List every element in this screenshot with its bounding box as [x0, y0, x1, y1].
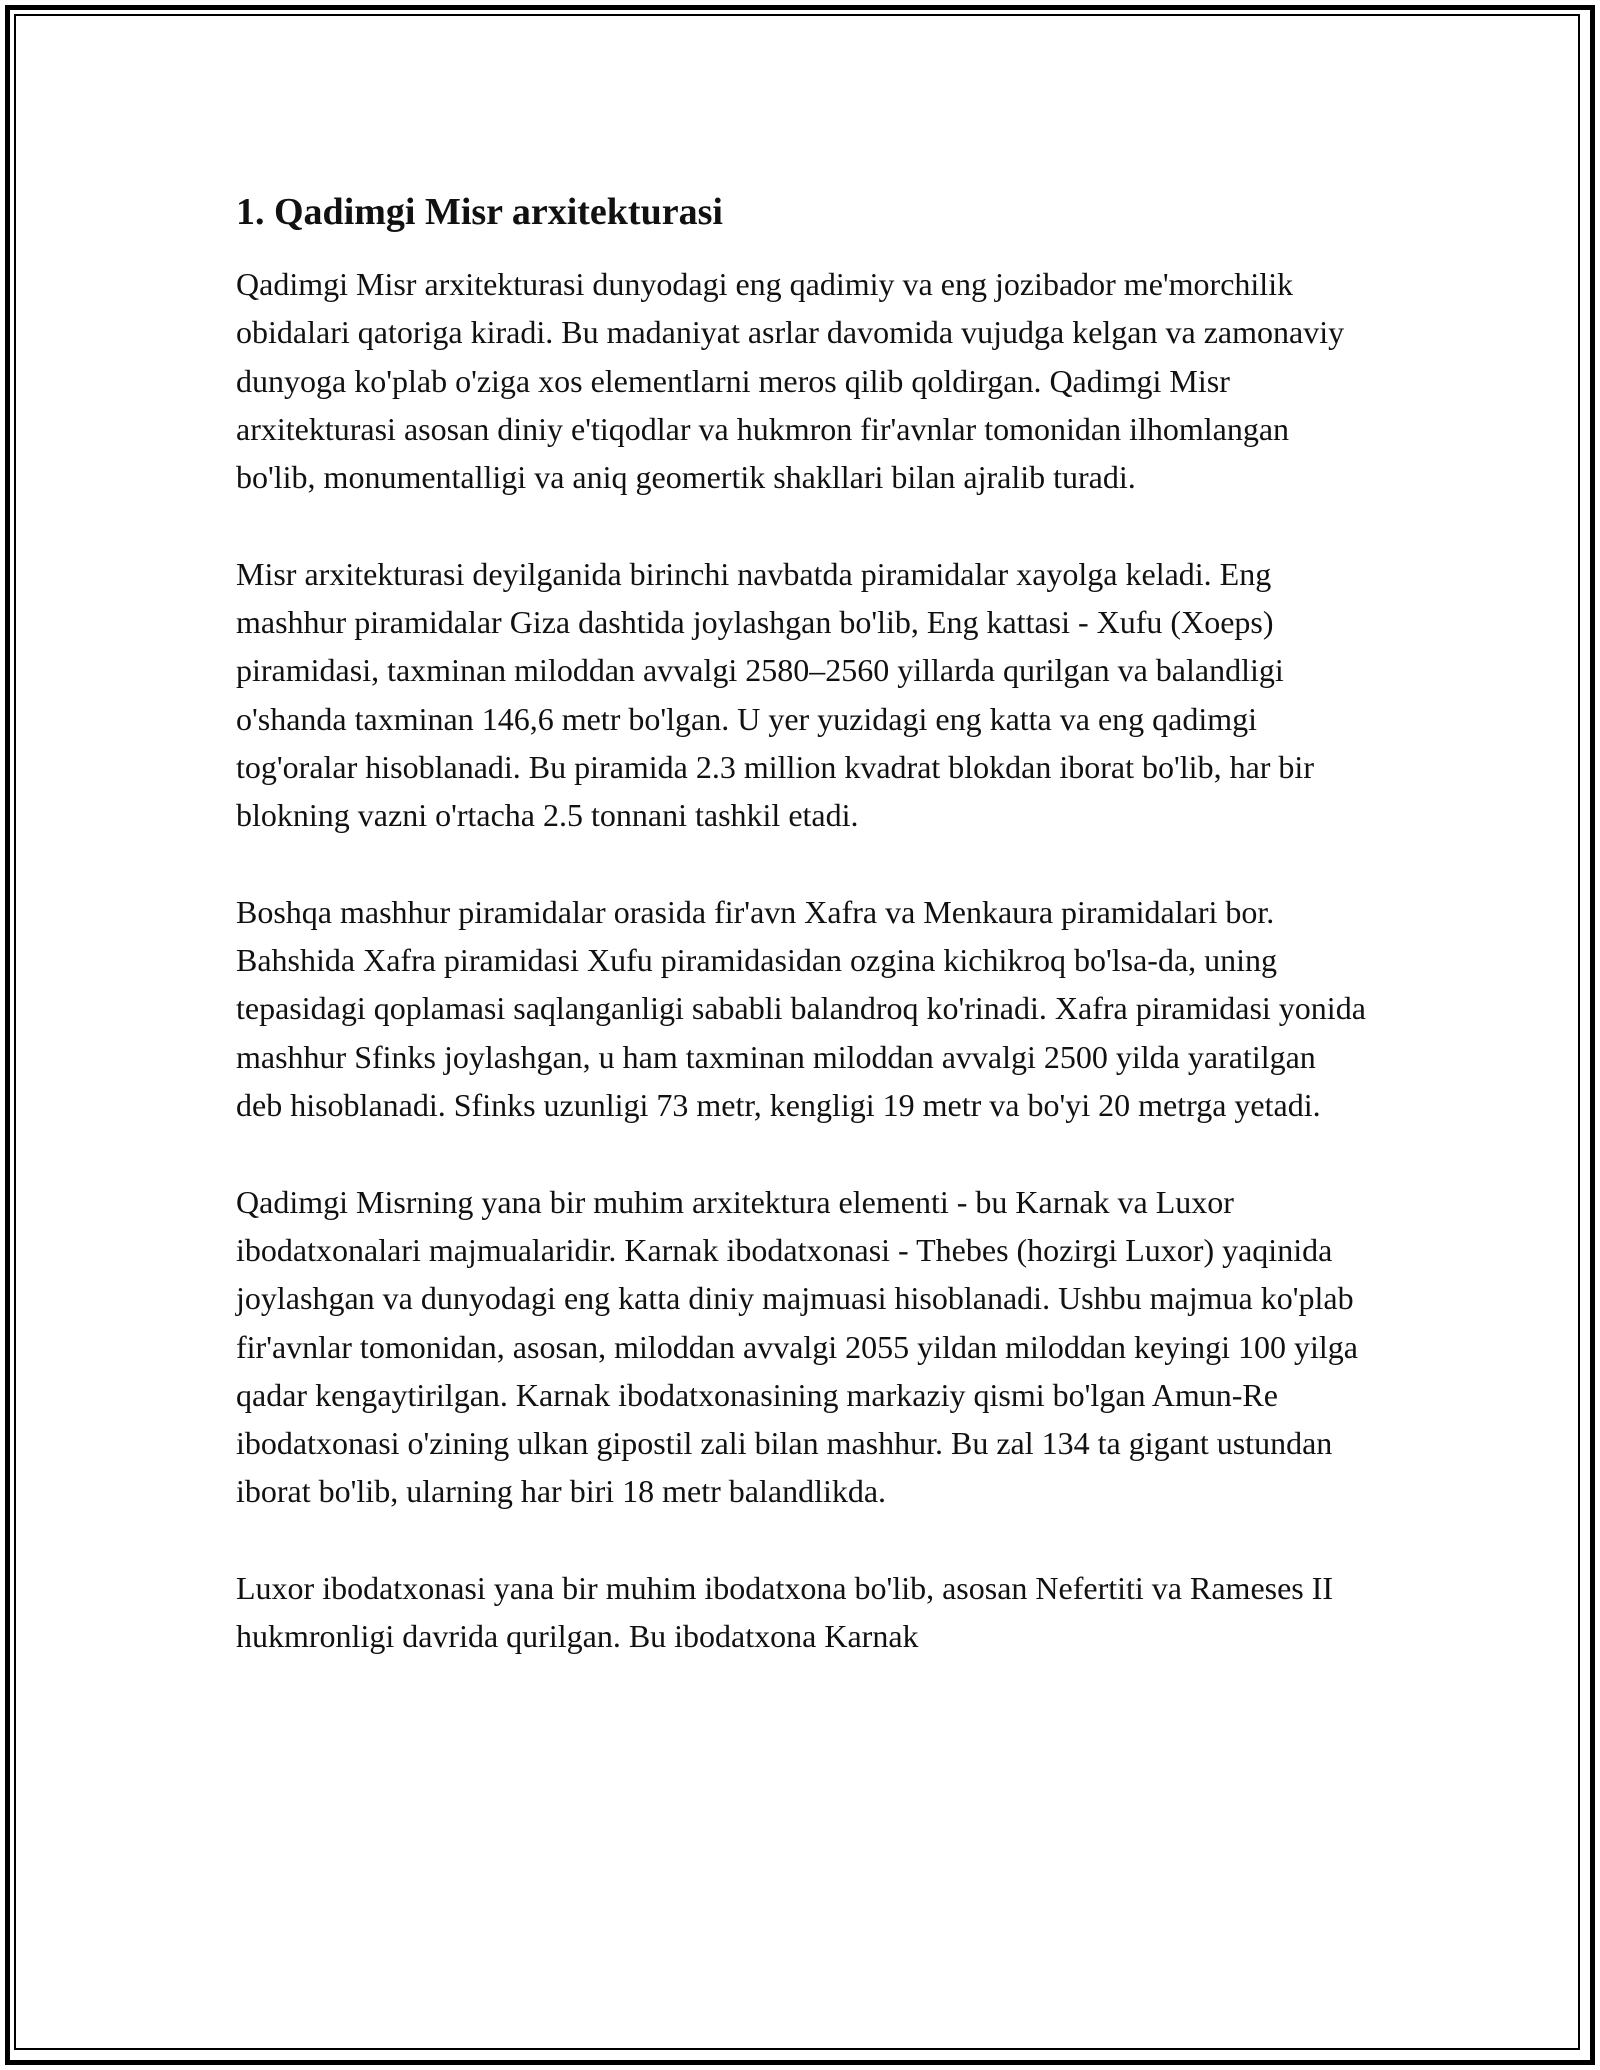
section-heading: 1. Qadimgi Misr arxitekturasi: [236, 191, 723, 233]
paragraph-khafre-sphinx: Boshqa mashhur piramidalar orasida fir'avn Xafra va Menkaura piramidalari bor. Bahshida Xafra piramidasi Xufu piramidasidan ozgina kichikroq bo'lsa-da, uning tepasidagi qoplamasi saqlanganligi sababli balandroq ko'rinadi. Xafra piramidasi yonida mashhur Sfinks joylashgan, u ham taxminan miloddan avvalgi 2500 yilda yaratilgan deb hisoblanadi. Sfinks uzunligi 73 metr, kengligi 19 metr va bo'yi 20 metrga yetadi.: [236, 893, 1366, 1124]
paragraph-intro: Qadimgi Misr arxitekturasi dunyodagi eng qadimiy va eng jozibador me'morchilik obidalari qatoriga kiradi. Bu madaniyat asrlar davomida vujudga kelgan va zamonaviy dunyoga ko'plab o'ziga xos elementlarni meros qilib qoldirgan. Qadimgi Misr arxitekturasi asosan diniy e'tiqodlar va hukmron fir'avnlar tomonidan ilhomlangan bo'lib, monumentalligi va aniq geomertik shakllari bilan ajralib turadi.: [236, 266, 1345, 496]
paragraph-pyramids: Misr arxitekturasi deyilganida birinchi navbatda piramidalar xayolga keladi. Eng mashhur piramidalar Giza dashtida joylashgan bo'lib, Eng kattasi - Xufu (Xoeps) piramidasi, taxminan miloddan avvalgi 2580–2560 yillarda qurilgan va balandligi o'shanda taxminan 146,6 metr bo'lgan. U yer yuzidagi eng katta va eng qadimgi tog'oralar hisoblanadi. Bu piramida 2.3 million kvadrat blokdan iborat bo'lib, har bir blokning vazni o'rtacha 2.5 tonnani tashkil etadi.: [236, 555, 1314, 834]
document-body: [236, 188, 1366, 1661]
paragraph-karnak: Qadimgi Misrning yana bir muhim arxitektura elementi - bu Karnak va Luxor ibodatxonalari majmualaridir. Karnak ibodatxonasi - Thebes (hozirgi Luxor) yaqinida joylashgan va dunyodagi eng katta diniy majmuasi hisoblanadi. Ushbu majmua ko'plab fir'avnlar tomonidan, asosan, miloddan avvalgi 2055 yildan miloddan keyingi 100 yilga qadar kengaytirilgan. Karnak ibodatxonasining markaziy qismi bo'lgan Amun-Re ibodatxonasi o'zining ulkan gipostil zali bilan mashhur. Bu zal 134 ta gigant ustundan iborat bo'lib, ularning har biri 18 metr balandlikda.: [236, 1183, 1358, 1510]
paragraph-luxor: Luxor ibodatxonasi yana bir muhim ibodatxona bo'lib, asosan Nefertiti va Rameses II hukmronligi davrida qurilgan. Bu ibodatxona Karnak: [236, 1570, 1334, 1655]
